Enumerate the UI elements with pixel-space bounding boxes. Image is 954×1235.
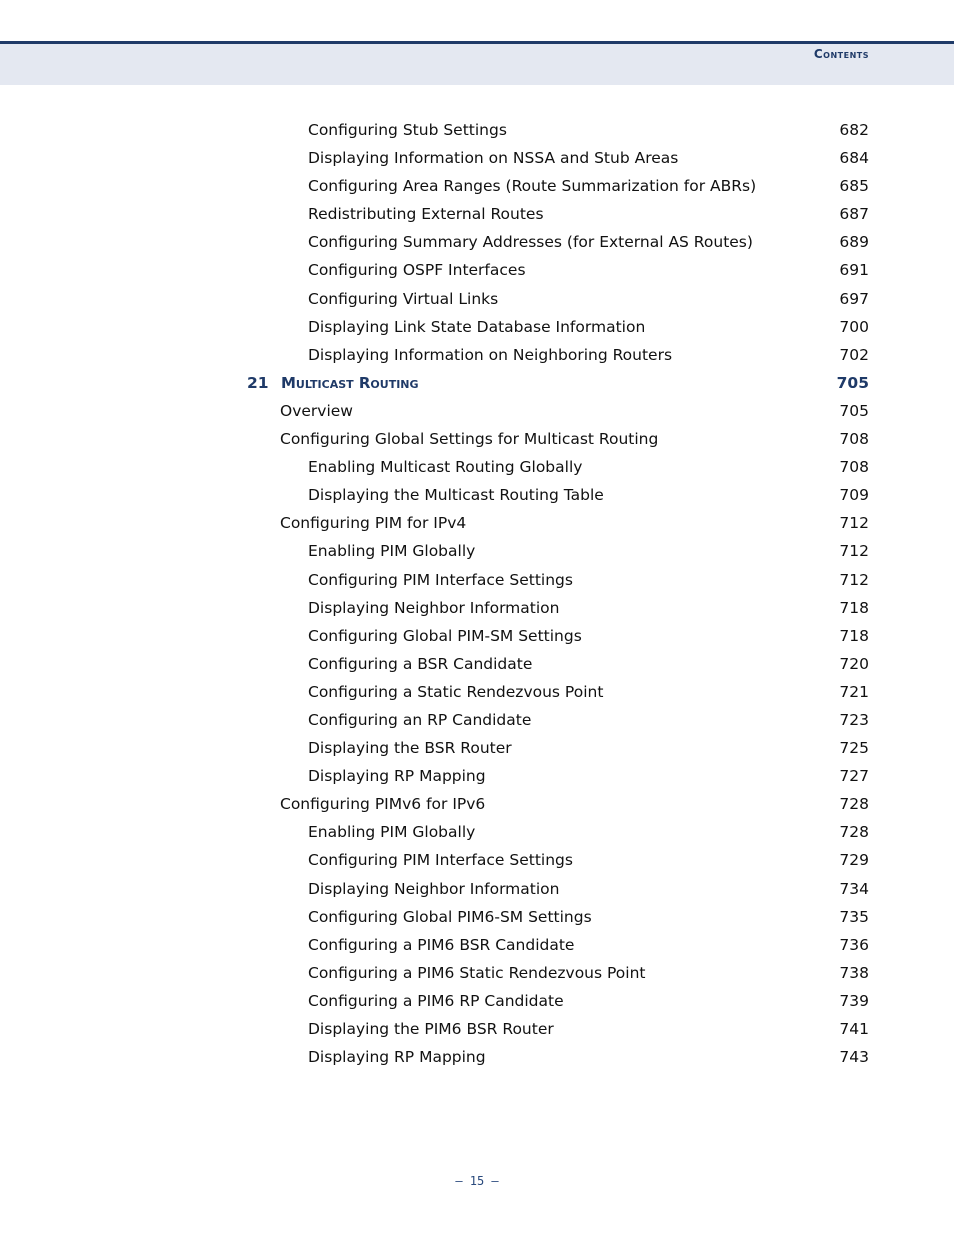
toc-entry-title: Displaying Neighbor Information (308, 879, 560, 898)
toc-entry-page-number: 725 (839, 739, 869, 758)
toc-entry-title: Configuring Global PIM-SM Settings (308, 626, 582, 645)
toc-chapter-entry[interactable] (0, 369, 954, 397)
chapter-title: Multicast Routing (281, 373, 419, 392)
toc-entry-page-number: 712 (839, 542, 869, 561)
toc-entry-title: Overview (280, 401, 353, 420)
toc-entry-title: Displaying Neighbor Information (308, 598, 560, 617)
toc-entry[interactable] (0, 959, 954, 987)
toc-entry-title: Configuring PIM Interface Settings (308, 851, 573, 870)
toc-entry[interactable] (0, 706, 954, 734)
toc-entry-page-number: 741 (839, 1020, 869, 1038)
toc-entry[interactable] (0, 1015, 954, 1043)
toc-entry[interactable] (0, 256, 954, 284)
toc-entry-title: Displaying the Multicast Routing Table (308, 486, 604, 505)
toc-entry-page-number: 736 (839, 935, 869, 954)
toc-entry-title: Redistributing External Routes (308, 205, 544, 224)
header-band (0, 44, 954, 85)
page-header-title: Contents (813, 47, 869, 61)
toc-entry[interactable] (0, 537, 954, 565)
toc-entry-title: Configuring a PIM6 Static Rendezvous Point (308, 963, 646, 982)
toc-entry[interactable] (0, 200, 954, 228)
toc-entry-page-number: 727 (839, 767, 869, 786)
toc-entry-page-number: 718 (839, 626, 869, 645)
toc-entry[interactable] (0, 313, 954, 341)
toc-entry-title: Configuring a PIM6 RP Candidate (308, 991, 564, 1010)
toc-entry[interactable] (0, 425, 954, 453)
toc-entry-page-number: 708 (839, 458, 869, 477)
toc-entry[interactable] (0, 397, 954, 425)
toc-entry-page-number: 689 (839, 233, 869, 252)
toc-entry[interactable] (0, 594, 954, 622)
toc-entry-page-number: 743 (839, 1048, 869, 1067)
toc-entry-title: Configuring Global Settings for Multicast Routing (280, 430, 659, 449)
toc-entry[interactable] (0, 903, 954, 931)
toc-entry-page-number: 682 (839, 121, 869, 139)
toc-entry[interactable] (0, 1043, 954, 1071)
toc-entry[interactable] (0, 734, 954, 762)
toc-entry-title: Configuring an RP Candidate (308, 710, 532, 729)
toc-section-after (0, 397, 954, 1071)
toc-entry[interactable] (0, 172, 954, 200)
toc-entry-title: Displaying RP Mapping (308, 767, 486, 786)
toc-entry-title: Configuring OSPF Interfaces (308, 261, 526, 280)
toc-entry-page-number: 734 (839, 879, 869, 898)
toc-entry-page-number: 728 (839, 795, 869, 814)
toc-entry[interactable] (0, 453, 954, 481)
toc-entry-page-number: 685 (839, 177, 869, 196)
toc-entry[interactable] (0, 144, 954, 172)
toc-entry-page-number: 691 (839, 261, 869, 280)
toc-entry-title: Configuring a PIM6 BSR Candidate (308, 935, 575, 954)
page-number-footer: – 15 – (455, 1174, 499, 1188)
toc-entry[interactable] (0, 987, 954, 1015)
toc-entry-page-number: 687 (839, 205, 869, 224)
toc-entry-page-number: 712 (839, 570, 869, 589)
toc-entry-page-number: 729 (839, 851, 869, 870)
toc-entry-page-number: 721 (839, 682, 869, 701)
toc-entry-title: Displaying RP Mapping (308, 1048, 486, 1067)
chapter-number: 21 (247, 373, 269, 392)
toc-entry-page-number: 735 (839, 907, 869, 926)
toc-entry[interactable] (0, 790, 954, 818)
toc-entry-page-number: 697 (839, 289, 869, 308)
toc-entry-page-number: 700 (839, 317, 869, 336)
toc-entry-title: Displaying the BSR Router (308, 739, 512, 758)
toc-entry[interactable] (0, 762, 954, 790)
toc-entry[interactable] (0, 285, 954, 313)
toc-entry-page-number: 708 (839, 430, 869, 449)
toc-entry-title: Configuring PIM Interface Settings (308, 570, 573, 589)
toc-entry[interactable] (0, 846, 954, 874)
toc-entry-title: Displaying the PIM6 BSR Router (308, 1020, 554, 1038)
toc-entry-page-number: 720 (839, 654, 869, 673)
table-of-contents (0, 116, 954, 1071)
toc-entry-title: Enabling Multicast Routing Globally (308, 458, 583, 477)
toc-section-before (0, 116, 954, 369)
toc-entry-title: Configuring a BSR Candidate (308, 654, 533, 673)
toc-entry-title: Configuring a Static Rendezvous Point (308, 682, 604, 701)
toc-entry[interactable] (0, 481, 954, 509)
toc-entry-page-number: 712 (839, 514, 869, 533)
toc-entry-page-number: 723 (839, 710, 869, 729)
toc-entry-title: Displaying Information on NSSA and Stub Areas (308, 149, 679, 168)
toc-entry-page-number: 702 (839, 345, 869, 364)
toc-entry[interactable] (0, 566, 954, 594)
toc-entry-title: Configuring Summary Addresses (for External AS Routes) (308, 233, 753, 252)
toc-entry[interactable] (0, 818, 954, 846)
toc-entry-title: Configuring Virtual Links (308, 289, 499, 308)
toc-entry[interactable] (0, 678, 954, 706)
toc-entry-page-number: 738 (839, 963, 869, 982)
toc-entry-title: Configuring PIM for IPv4 (280, 514, 467, 533)
toc-entry-title: Configuring Global PIM6-SM Settings (308, 907, 592, 926)
toc-entry[interactable] (0, 650, 954, 678)
toc-entry-page-number: 739 (839, 991, 869, 1010)
toc-entry-title: Enabling PIM Globally (308, 823, 476, 842)
toc-entry[interactable] (0, 509, 954, 537)
toc-entry[interactable] (0, 116, 954, 144)
toc-entry-page-number: 705 (839, 401, 869, 420)
toc-entry-title: Configuring PIMv6 for IPv6 (280, 795, 486, 814)
toc-entry-title: Enabling PIM Globally (308, 542, 476, 561)
toc-entry-title: Configuring Stub Settings (308, 121, 507, 139)
toc-entry[interactable] (0, 875, 954, 903)
toc-entry[interactable] (0, 228, 954, 256)
toc-entry-page-number: 718 (839, 598, 869, 617)
toc-entry-title: Displaying Information on Neighboring Routers (308, 345, 673, 364)
toc-entry-page-number: 728 (839, 823, 869, 842)
chapter-page-number: 705 (836, 373, 869, 392)
toc-entry-title: Displaying Link State Database Information (308, 317, 646, 336)
toc-entry[interactable] (0, 622, 954, 650)
toc-entry-page-number: 709 (839, 486, 869, 505)
toc-entry[interactable] (0, 341, 954, 369)
toc-entry[interactable] (0, 931, 954, 959)
toc-entry-page-number: 684 (839, 149, 869, 168)
toc-entry-title: Configuring Area Ranges (Route Summarization for ABRs) (308, 177, 757, 196)
